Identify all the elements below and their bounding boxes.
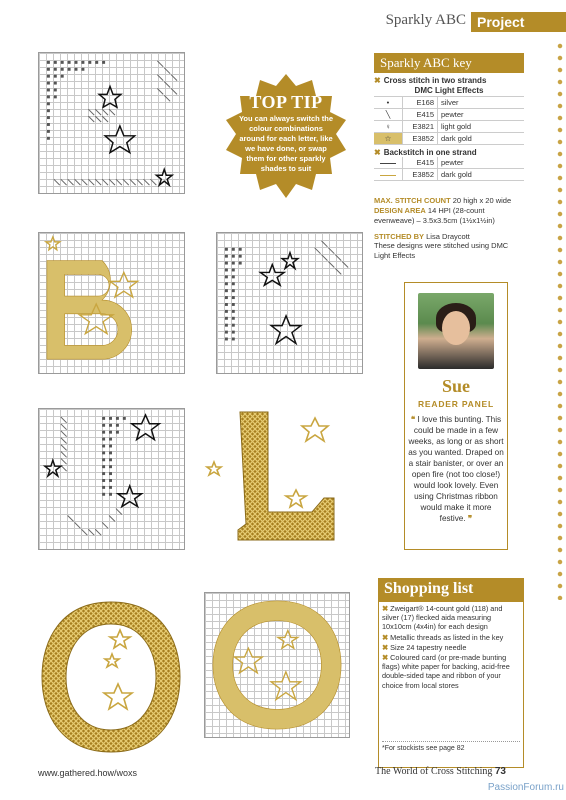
decorative-dot-column — [554, 40, 566, 600]
star-icon — [282, 253, 298, 269]
star-icon — [104, 684, 132, 709]
section-tab: Project — [471, 12, 566, 32]
top-tip-heading: TOP TIP — [249, 92, 323, 112]
symbol-dot-icon: • — [374, 97, 403, 109]
table-row: ♀ E3821 light gold — [374, 121, 524, 133]
reader-panel-label: READER PANEL — [417, 399, 495, 409]
shopping-list-items — [382, 604, 520, 691]
reader-quote: ❝ I love this bunting. This could be made in a few weeks, as long or as short as you wanted. Draped on a stair banister, or over an open fire (not too close!) would look lovely. Even using Christmas ribbon would make it more festive. ❞ — [408, 415, 504, 523]
star-icon — [132, 415, 160, 440]
star-icon — [278, 630, 298, 648]
reader-name: Sue — [441, 376, 470, 396]
symbol-slash-icon: ╲ — [374, 109, 403, 121]
shopping-list-title: Shopping list — [378, 578, 524, 602]
stitched-letter-l — [200, 404, 360, 554]
top-tip-body: You can always switch the colour combinations around for each letter, like we have done, or swap them for other sparkly shades to suit — [238, 114, 334, 173]
cross-icon: ✖ — [382, 632, 389, 642]
symbol-star-icon: ☆ — [374, 133, 403, 145]
star-icon — [110, 630, 130, 648]
footer-magazine: The World of Cross Stitching 73 — [375, 766, 506, 777]
star-icon — [46, 237, 60, 250]
table-row: ╲ E415 pewter — [374, 109, 524, 121]
chart-letter-silver-right — [216, 232, 363, 374]
watermark: PassionForum.ru — [487, 782, 564, 793]
star-icon — [271, 316, 301, 344]
reader-photo — [418, 293, 494, 369]
stitched-letter-o — [36, 596, 186, 758]
table-row: ☆ E3852 dark gold — [374, 133, 524, 145]
star-icon — [105, 126, 135, 153]
footer-url[interactable]: www.gathered.how/woxs — [38, 768, 138, 778]
cross-stitch-table — [374, 97, 524, 145]
symbol-bulb-icon: ♀ — [374, 121, 403, 133]
chart-key-panel — [374, 53, 524, 181]
star-icon — [235, 648, 263, 673]
star-icon — [207, 462, 221, 475]
star-icon — [45, 460, 61, 476]
cross-stitch-heading: ✖ Cross stitch in two strands — [374, 76, 487, 85]
list-item: ✖ Coloured card (or pre-made bunting flags) white paper for backing, acid-free double-sided tape and ribbon of your choice from local stores — [382, 653, 510, 690]
quote-close-icon: ❞ — [465, 514, 473, 523]
list-item: ✖ Metallic threads as listed in the key — [382, 632, 504, 642]
backstitch-heading: ✖ Backstitch in one strand — [374, 148, 477, 157]
design-specs: MAX. STITCH COUNT 20 high x 20 wide DESIGN AREA 14 HPI (28-count evenweave) – 3.5x3.5cm (1½x1½in) — [374, 196, 512, 225]
chart-letter-silver-middle — [38, 408, 185, 550]
chart-letter-b-gold — [38, 232, 185, 374]
table-row: E415 pewter — [374, 157, 524, 169]
list-item: ✖ Size 24 tapestry needle — [382, 642, 467, 652]
stitched-by: STITCHED BY Lisa Draycott — [374, 232, 470, 241]
line-gold-icon — [374, 169, 403, 181]
line-pewter-icon — [374, 157, 403, 169]
star-icon — [286, 490, 306, 507]
list-item: ✖ Zweigart® 14-count gold (118) and silver (17) flecked aida measuring 10x10cm (4x4in) for each design — [382, 604, 503, 632]
chart-letter-a-silver — [38, 52, 185, 194]
design-note: These designs were stitched using DMC Light Effects — [374, 241, 509, 260]
cross-icon: ✖ — [382, 604, 389, 613]
star-icon — [110, 272, 138, 297]
running-header-title: Sparkly ABC — [385, 12, 466, 28]
quote-open-icon: ❝ — [410, 415, 418, 424]
chart-letter-a-svg — [39, 53, 184, 193]
chart-key-title: Sparkly ABC key — [374, 53, 524, 73]
cross-icon: ✖ — [374, 148, 381, 157]
backstitch-table — [374, 157, 524, 181]
page-number: 73 — [494, 766, 506, 777]
thread-brand-heading: DMC Light Effects — [374, 85, 524, 97]
chart-letter-gold-bottom — [204, 592, 350, 738]
table-row: E3852 dark gold — [374, 169, 524, 181]
star-icon — [99, 87, 121, 108]
star-icon — [260, 265, 284, 286]
cross-icon: ✖ — [382, 653, 389, 663]
table-row: • E168 silver — [374, 97, 524, 109]
stockists-note: *For stockists see page 82 — [382, 741, 520, 752]
star-icon — [302, 418, 328, 441]
cross-icon: ✖ — [374, 76, 381, 85]
star-icon — [156, 169, 172, 185]
star-icon — [118, 486, 142, 507]
star-icon — [105, 654, 119, 667]
cross-icon: ✖ — [382, 642, 389, 652]
star-icon — [271, 672, 301, 700]
